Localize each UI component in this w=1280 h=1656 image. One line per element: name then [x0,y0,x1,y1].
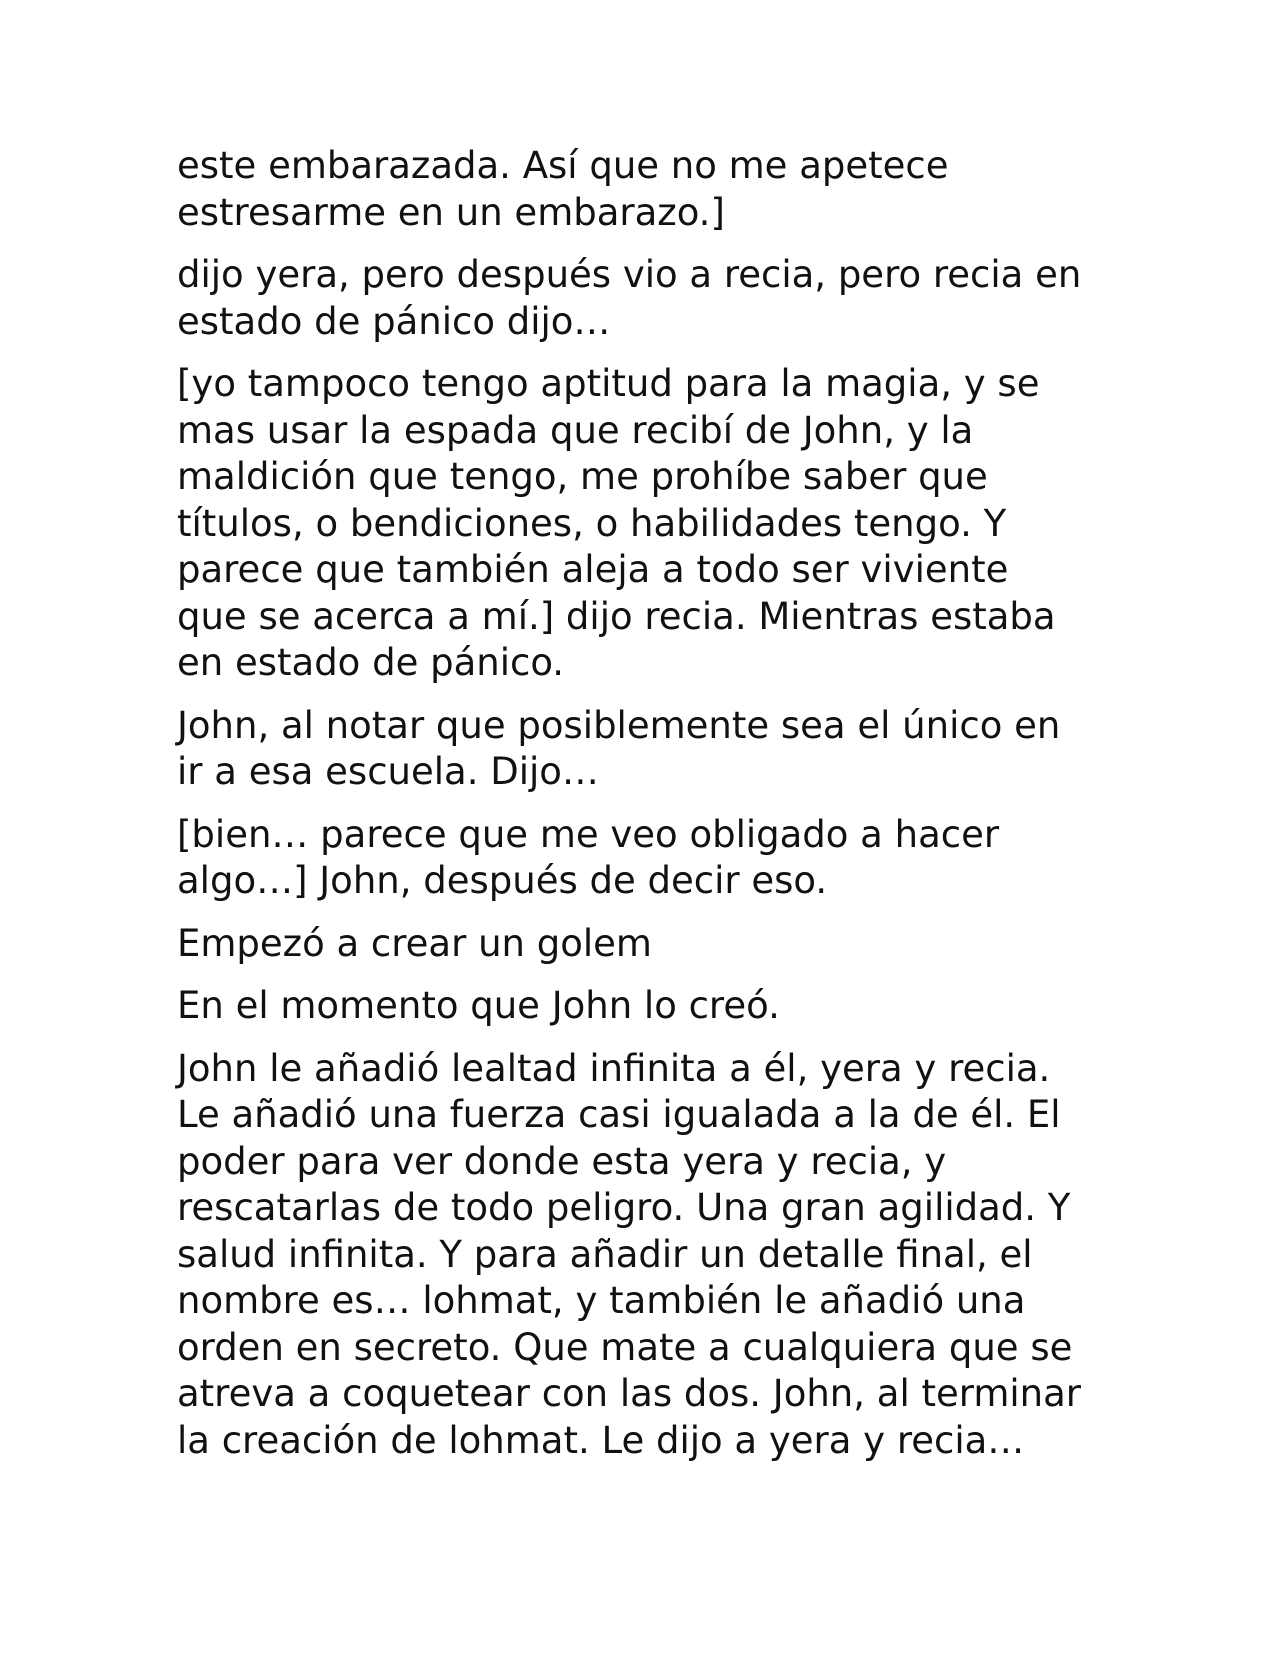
paragraph: John, al notar que posiblemente sea el único en ir a esa escuela. Dijo… [177,703,1061,793]
paragraph: Empezó a crear un golem [177,921,652,965]
document-page [177,143,1107,1480]
paragraph: [yo tampoco tengo aptitud para la magia, y se mas usar la espada que recibí de John, y la maldición que tengo, me prohíbe saber que títulos, o bendiciones, o habilidades tengo. Y parece que también aleja a todo ser viviente que se acerca a mí.] dijo recia. Mientras estaba en estado de pánico. [177,362,1056,684]
paragraph: este embarazada. Así que no me apetece estresarme en un embarazo.] [177,144,949,234]
paragraph: [bien… parece que me veo obligado a hacer algo…] John, después de decir eso. [177,812,1000,902]
paragraph: John le añadió lealtad infinita a él, yera y recia. Le añadió una fuerza casi igualada a la de él. El poder para ver donde esta yera y recia, y rescatarlas de todo peligro. Una gran agilidad. Y salud infinita. Y para añadir un detalle final, el nombre es… lohmat, y también le añadió una orden en secreto. Que mate a cualquiera que se atreva a coquetear con las dos. John, al terminar la creación de lohmat. Le dijo a yera y recia… [177,1046,1081,1462]
paragraph: dijo yera, pero después vio a recia, pero recia en estado de pánico dijo… [177,253,1082,343]
paragraph: En el momento que John lo creó. [177,984,780,1027]
